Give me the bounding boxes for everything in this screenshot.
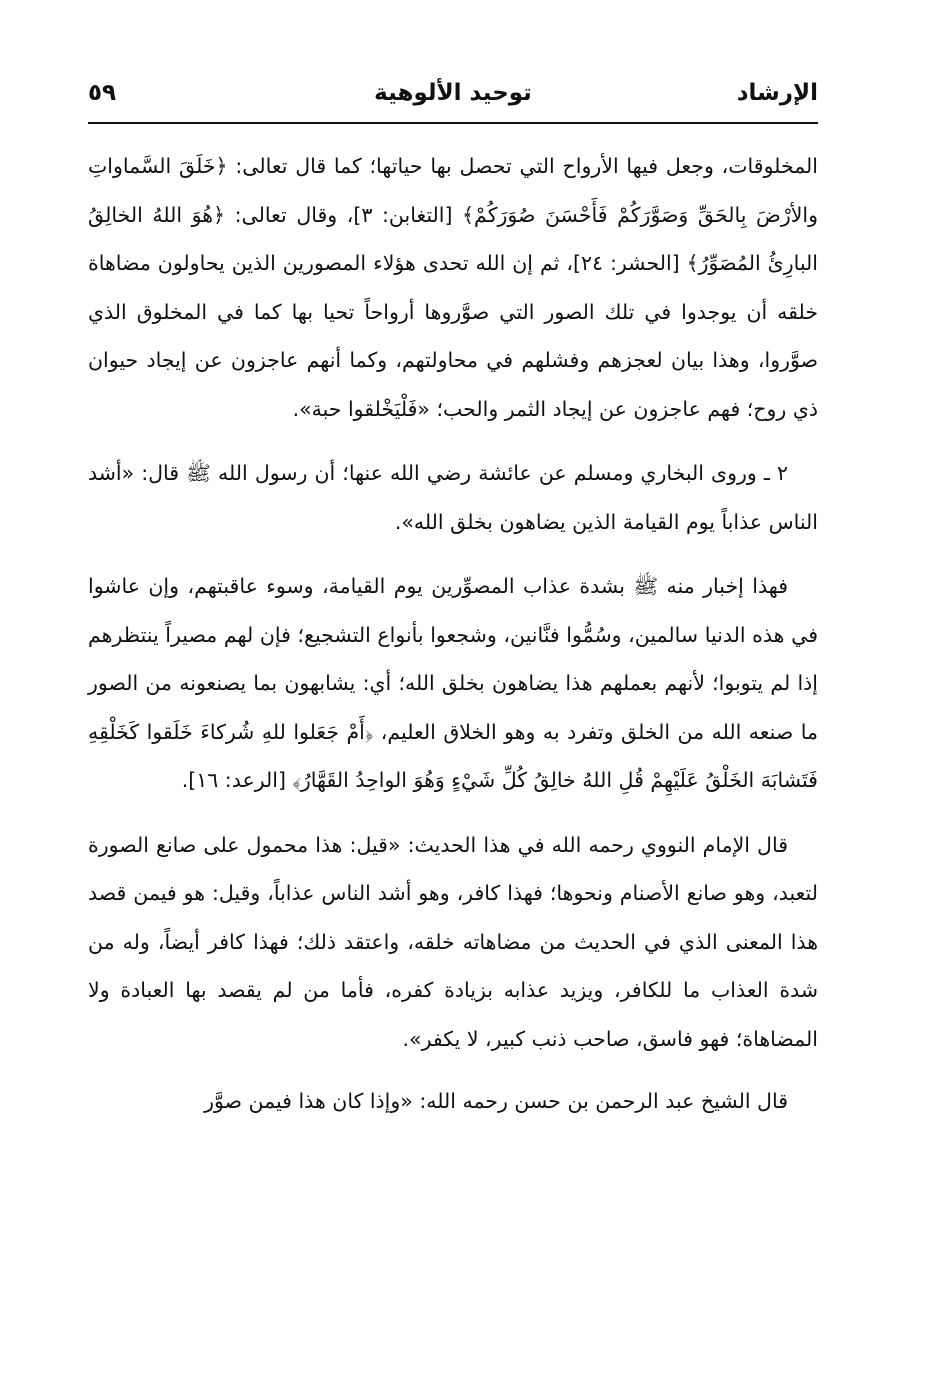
paragraph-4: قال الإمام النووي رحمه الله في هذا الحديث: «قيل: هذا محمول على صانع الصورة لتعبد، وهو صانع الأصنام ونحوها؛ فهذا كافر، وهو أشد الناس عذاباً، وقيل: هو فيمن قصد هذا المعنى الذي في الحديث من مضاهاته خلقه، واعتقد ذلك؛ فهذا كافر أيضاً، وله من شدة العذاب ما للكافر، ويزيد عذابه بزيادة كفره، فأما من لم يقصد بها العبادة ولا المضاهاة؛ فهو فاسق، صاحب ذنب كبير، لا يكفر».	[88, 832, 818, 1051]
paragraph-gap	[88, 546, 818, 562]
header-rule	[88, 122, 818, 124]
paragraph-2: ٢ ـ وروى البخاري ومسلم عن عائشة رضي الله عنها؛ أن رسول الله ﷺ قال: «أشد الناس عذاباً يوم القيامة الذين يضاهون بخلق الله».	[88, 461, 818, 534]
page-header	[88, 74, 818, 118]
paragraph-3: فهذا إخبار منه ﷺ بشدة عذاب المصوِّرين يوم القيامة، وسوء عاقبتهم، وإن عاشوا في هذه الدنيا سالمين، وسُمُّوا فنَّانين، وشجعوا بأنواع التشجيع؛ فإن لهم مصيراً ينتظرهم إذا لم يتوبوا؛ لأنهم بعملهم هذا يضاهون بخلق الله؛ أي: يشابهون بما يصنعونه من الصور ما صنعه الله من الخلق وتفرد به وهو الخلاق العليم، ﴿أَمْ جَعَلوا للهِ شُركاءَ خَلَقوا كَخَلْقِهِ فَتَشابَهَ الخَلْقُ عَلَيْهِمْ قُلِ اللهُ خالِقُ كُلِّ شَيْءٍ وَهُوَ الواحِدُ القَهَّارُ﴾ [الرعد: ١٦].	[88, 574, 818, 792]
paragraph-1: المخلوقات، وجعل فيها الأرواح التي تحصل بها حياتها؛ كما قال تعالى: ﴿خَلَقَ السَّماواتِ والأرْضَ بِالحَقِّ وَصَوَّرَكُمْ فَأَحْسَنَ صُوَرَكُمْ﴾ [التغابن: ٣]، وقال تعالى: ﴿هُوَ اللهُ الخالِقُ البارِئُ المُصَوِّرُ﴾ [الحشر: ٢٤]، ثم إن الله تحدى هؤلاء المصورين الذين يحاولون مضاهاة خلقه أن يوجدوا في تلك الصور التي صوَّروها أرواحاً تحيا بها كما في المخلوق الذي صوَّروا، وهذا بيان لعجزهم وفشلهم في محاولتهم، وكما أنهم عاجزون عن إيجاد حيوان ذي روح؛ فهم عاجزون عن إيجاد الثمر والحب؛ «فَلْيَخْلقوا حبة».	[88, 154, 819, 421]
paragraph-5: قال الشيخ عبد الرحمن بن حسن رحمه الله: «وإذا كان هذا فيمن صوَّر	[204, 1089, 788, 1113]
paragraph-gap	[88, 805, 818, 821]
book-title: الإرشاد	[736, 80, 818, 106]
chapter-title: توحيد الألوهية	[374, 80, 532, 106]
page-number: ٥٩	[88, 80, 117, 106]
paragraph-gap	[88, 433, 818, 449]
book-page	[88, 74, 818, 1126]
paragraph-gap	[88, 1063, 818, 1077]
